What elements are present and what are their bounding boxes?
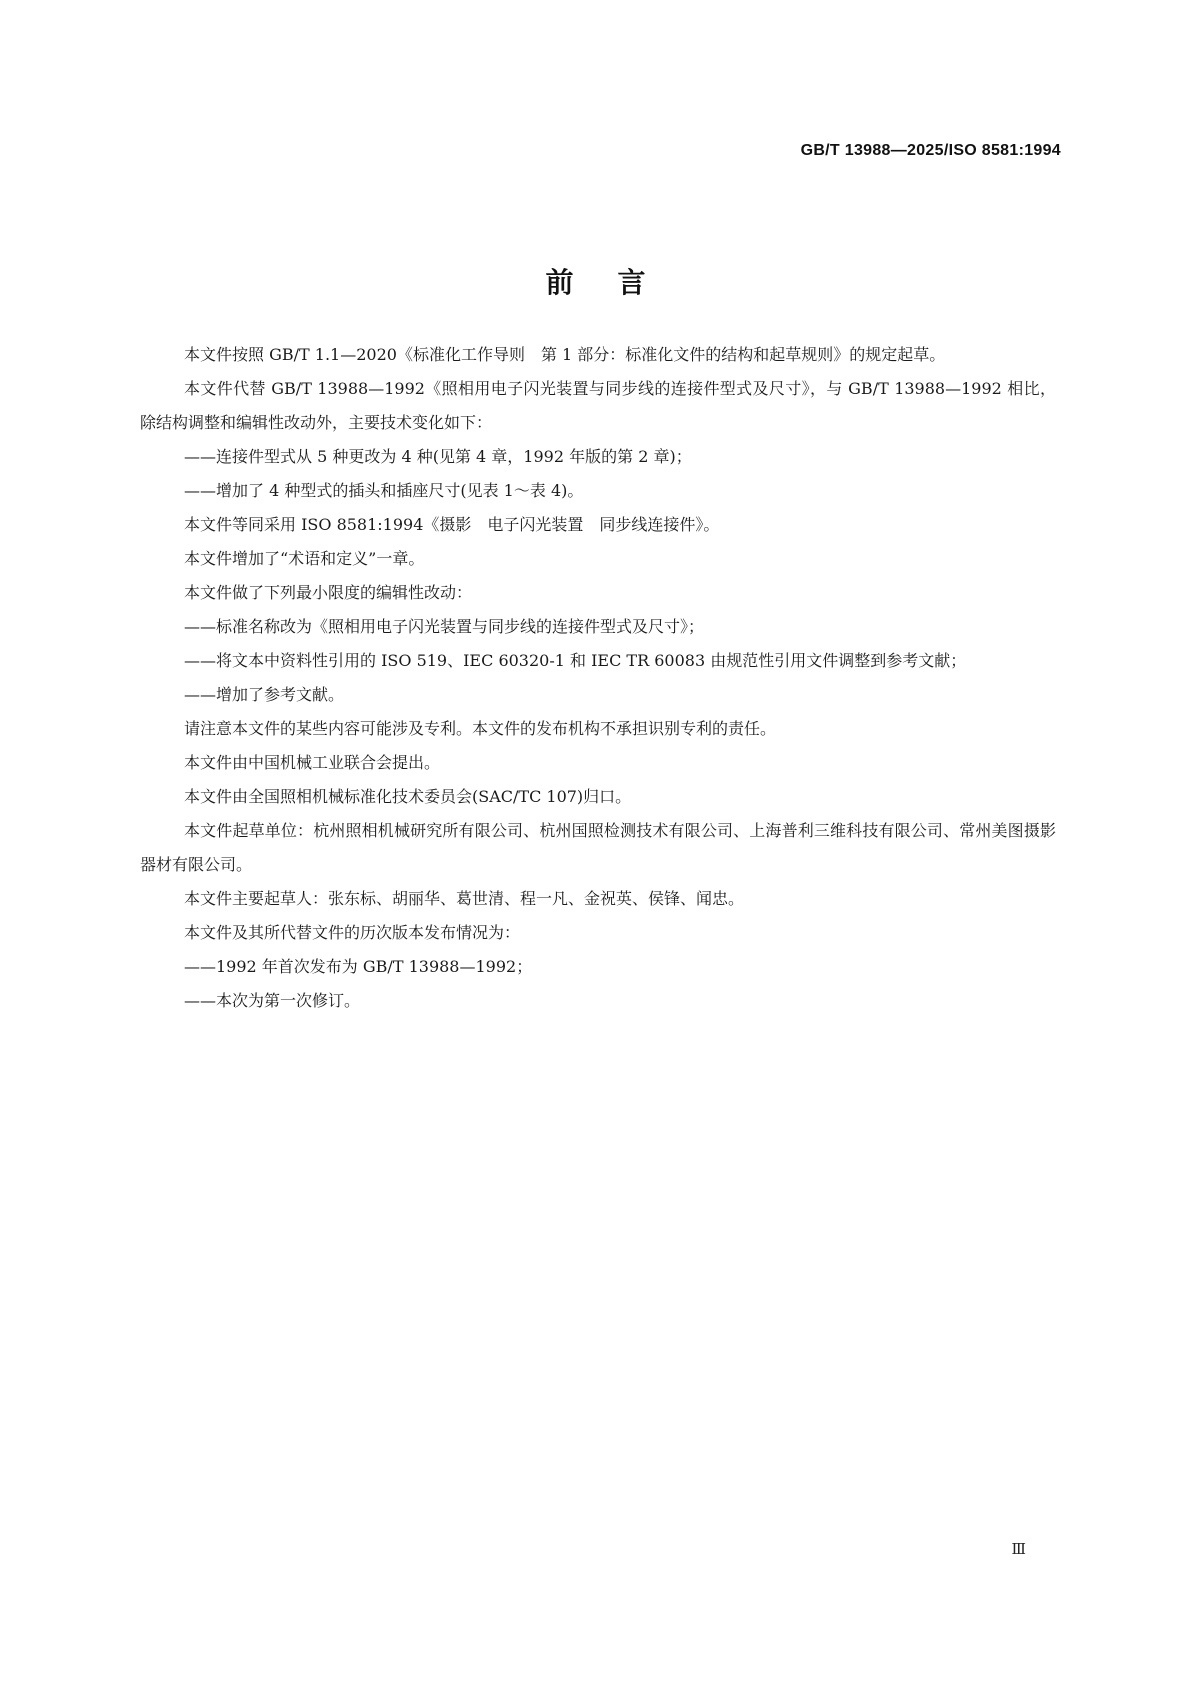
dash-list-item: ——连接件型式从 5 种更改为 4 种(见第 4 章，1992 年版的第 2 章)； xyxy=(184,447,692,466)
paragraph: 本文件主要起草人：张东标、胡丽华、葛世清、程一凡、金祝英、侯锋、闻忠。 xyxy=(184,889,745,908)
paragraph: 本文件代替 GB/T 13988—1992《照相用电子闪光装置与同步线的连接件型式及尺寸》，与 GB/T 13988—1992 相比，除结构调整和编辑性改动外，主要技术变化如下： xyxy=(140,379,1056,432)
dash-list-item: ——本次为第一次修订。 xyxy=(184,991,361,1010)
page-number: Ⅲ xyxy=(1011,1540,1026,1558)
paragraph: 本文件等同采用 ISO 8581:1994《摄影 电子闪光装置 同步线连接件》。 xyxy=(184,515,720,534)
paragraph: 本文件起草单位：杭州照相机械研究所有限公司、杭州国照检测技术有限公司、上海普利三维科技有限公司、常州美图摄影器材有限公司。 xyxy=(140,821,1056,874)
dash-list-item: ——标准名称改为《照相用电子闪光装置与同步线的连接件型式及尺寸》； xyxy=(184,617,705,636)
page-title: 前言 xyxy=(545,265,690,299)
paragraph: 本文件做了下列最小限度的编辑性改动： xyxy=(184,583,473,602)
dash-list-item: ——增加了 4 种型式的插头和插座尺寸(见表 1～表 4)。 xyxy=(184,481,584,500)
preface-body xyxy=(140,338,1056,1018)
paragraph: 请注意本文件的某些内容可能涉及专利。本文件的发布机构不承担识别专利的责任。 xyxy=(184,719,777,738)
paragraph: 本文件及其所代替文件的历次版本发布情况为： xyxy=(184,923,521,942)
dash-list-item: ——将文本中资料性引用的 ISO 519、IEC 60320-1 和 IEC TR 60083 由规范性引用文件调整到参考文献； xyxy=(184,651,967,670)
dash-list-item: ——增加了参考文献。 xyxy=(184,685,345,704)
paragraph: 本文件由全国照相机械标准化技术委员会(SAC/TC 107)归口。 xyxy=(184,787,632,806)
paragraph: 本文件由中国机械工业联合会提出。 xyxy=(184,753,441,772)
paragraph: 本文件增加了“术语和定义”一章。 xyxy=(184,549,425,568)
paragraph: 本文件按照 GB/T 1.1—2020《标准化工作导则 第 1 部分：标准化文件的结构和起草规则》的规定起草。 xyxy=(184,345,946,364)
dash-list-item: ——1992 年首次发布为 GB/T 13988—1992； xyxy=(184,957,533,976)
standard-code: GB/T 13988—2025/ISO 8581:1994 xyxy=(800,142,1061,159)
